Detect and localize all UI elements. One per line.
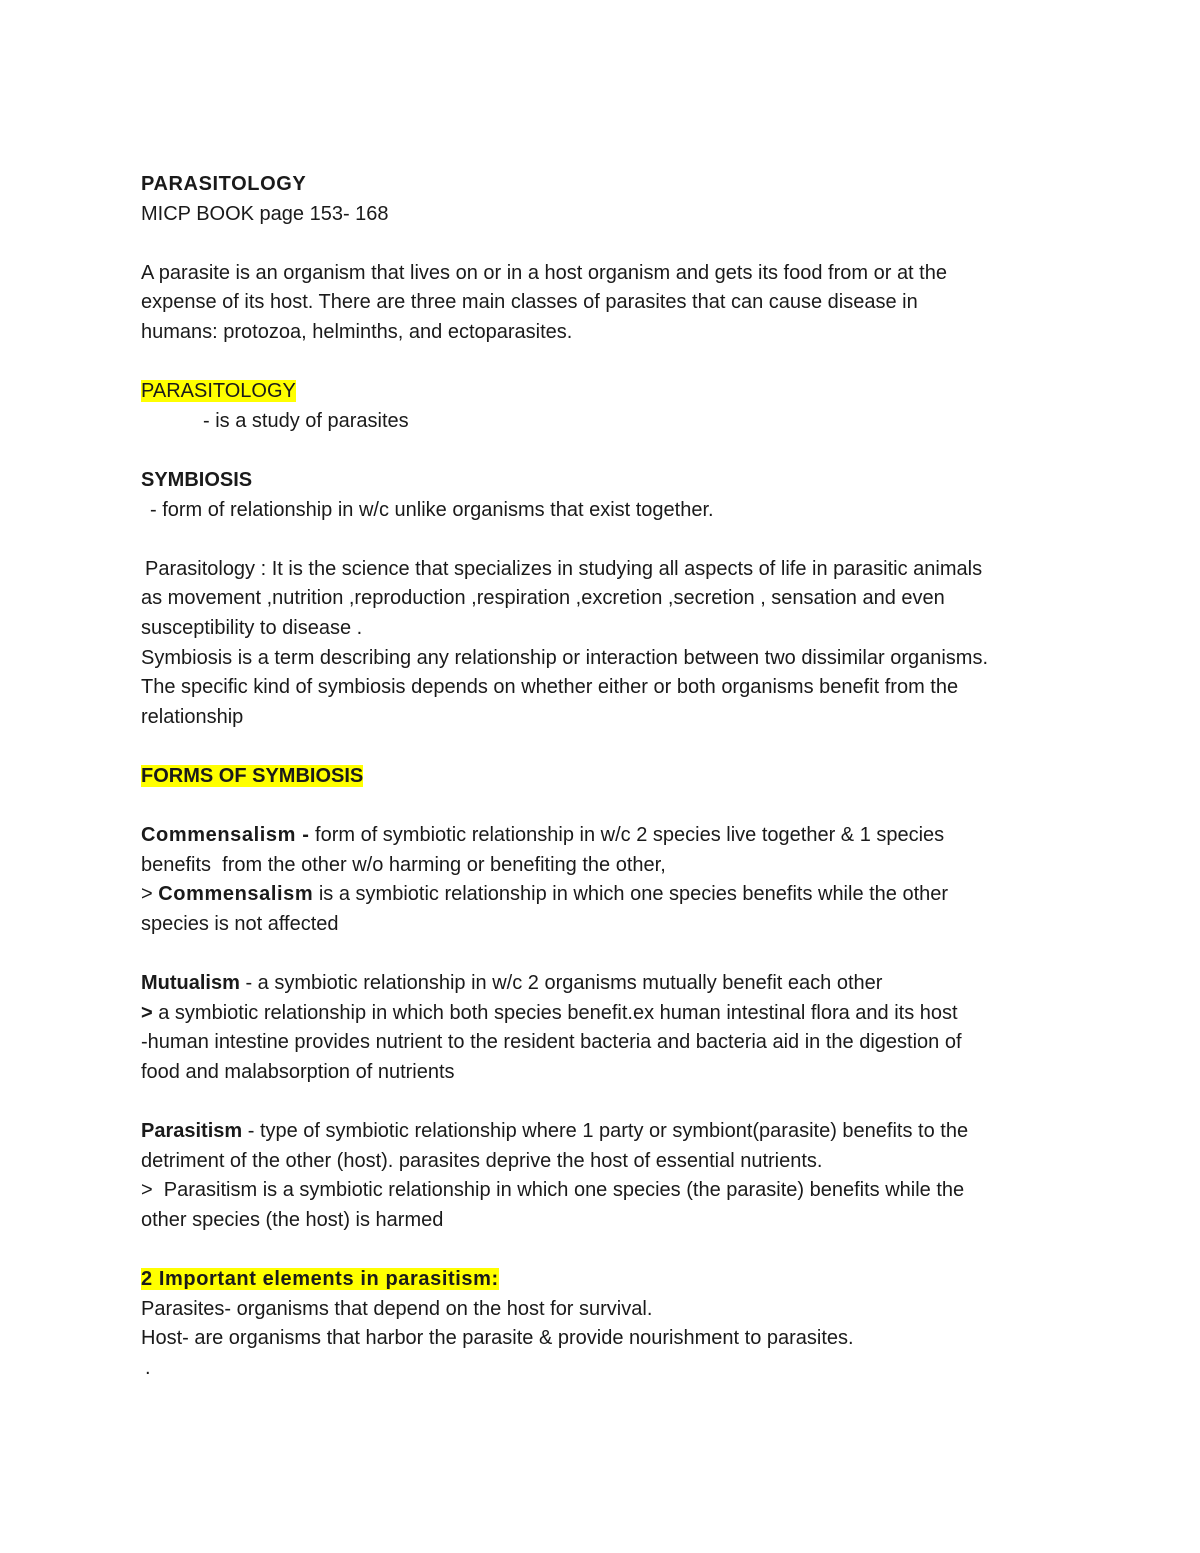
explanation-line-6: relationship — [141, 705, 244, 728]
elements-parasites: Parasites- organisms that depend on the host for survival. — [141, 1297, 653, 1320]
symbiosis-heading: SYMBIOSIS — [141, 468, 253, 491]
commensalism-text: form of symbiotic relationship in w/c 2 species live together & 1 species — [309, 824, 945, 847]
mutualism-alt-line-2: -human intestine provides nutrient to the resident bacteria and bacteria aid in the digestion of — [141, 1031, 962, 1054]
mutualism-alt-line-1 — [141, 999, 1071, 1029]
spacer — [141, 229, 1071, 259]
commensalism-definition-line-2: benefits from the other w/o harming or benefiting the other, — [141, 853, 666, 876]
commensalism-alt-text: is a symbiotic relationship in which one species benefits while the other — [313, 883, 949, 906]
spacer — [141, 525, 1071, 555]
mutualism-alt-text: a symbiotic relationship in which both species benefit.ex human intestinal flora and its host — [152, 1001, 958, 1024]
commensalism-term: Commensalism - — [141, 824, 310, 847]
explanation-line-1: Parasitology : It is the science that specializes in studying all aspects of life in parasitic animals — [145, 557, 983, 580]
spacer — [141, 732, 1071, 762]
commensalism-definition-line-1 — [141, 821, 1071, 851]
trailing-period: . — [145, 1356, 151, 1379]
spacer — [141, 1087, 1071, 1117]
document-title: PARASITOLOGY — [141, 173, 307, 195]
elements-heading: 2 Important elements in parasitism: — [141, 1267, 499, 1290]
explanation-line-4: Symbiosis is a term describing any relationship or interaction between two dissimilar organisms. — [141, 646, 989, 669]
book-reference: MICP BOOK page 153- 168 — [141, 202, 389, 225]
explanation-line-5: The specific kind of symbiosis depends on whether either or both organisms benefit from the — [141, 676, 959, 699]
parasitism-definition-line-1 — [141, 1117, 1071, 1147]
symbiosis-definition: - form of relationship in w/c unlike organisms that exist together. — [150, 498, 714, 521]
intro-line-1: A parasite is an organism that lives on or in a host organism and gets its food from or at the — [141, 261, 947, 284]
parasitism-definition-line-2: detriment of the other (host). parasites deprive the host of essential nutrients. — [141, 1149, 823, 1172]
document-page — [141, 170, 1071, 1383]
explanation-line-3: susceptibility to disease . — [141, 616, 363, 639]
spacer — [141, 436, 1071, 466]
commensalism-alt-line-2: species is not affected — [141, 912, 339, 935]
parasitology-definition: - is a study of parasites — [203, 409, 409, 432]
parasitism-text: - type of symbiotic relationship where 1 party or symbiont(parasite) benefits to the — [242, 1120, 969, 1142]
commensalism-alt-prefix: > — [141, 883, 159, 906]
mutualism-definition-line-1 — [141, 969, 1071, 999]
parasitology-heading-line — [141, 377, 1071, 407]
mutualism-alt-line-3: food and malabsorption of nutrients — [141, 1060, 455, 1083]
spacer — [141, 1235, 1071, 1265]
commensalism-alt-line-1 — [141, 880, 1071, 910]
explanation-line-2: as movement ,nutrition ,reproduction ,respiration ,excretion ,secretion , sensation and even — [141, 587, 945, 610]
forms-heading-line — [141, 762, 1071, 792]
elements-host: Host- are organisms that harbor the parasite & provide nourishment to parasites. — [141, 1327, 854, 1350]
spacer — [141, 939, 1071, 969]
intro-line-3: humans: protozoa, helminths, and ectoparasites. — [141, 320, 573, 343]
mutualism-text: - a symbiotic relationship in w/c 2 organisms mutually benefit each other — [239, 972, 883, 995]
spacer — [141, 348, 1071, 378]
parasitism-alt-line-1: > Parasitism is a symbiotic relationship in which one species (the parasite) benefits while the — [141, 1179, 965, 1202]
commensalism-alt-term: Commensalism — [158, 883, 314, 906]
parasitism-term: Parasitism — [141, 1120, 243, 1142]
parasitology-heading: PARASITOLOGY — [141, 380, 296, 403]
forms-heading: FORMS OF SYMBIOSIS — [141, 764, 364, 787]
mutualism-term: Mutualism — [141, 972, 240, 995]
elements-heading-line — [141, 1265, 1071, 1295]
spacer — [141, 791, 1071, 821]
intro-line-2: expense of its host. There are three main classes of parasites that can cause disease in — [141, 291, 918, 314]
parasitism-alt-line-2: other species (the host) is harmed — [141, 1208, 444, 1231]
mutualism-alt-prefix: > — [141, 1001, 153, 1024]
